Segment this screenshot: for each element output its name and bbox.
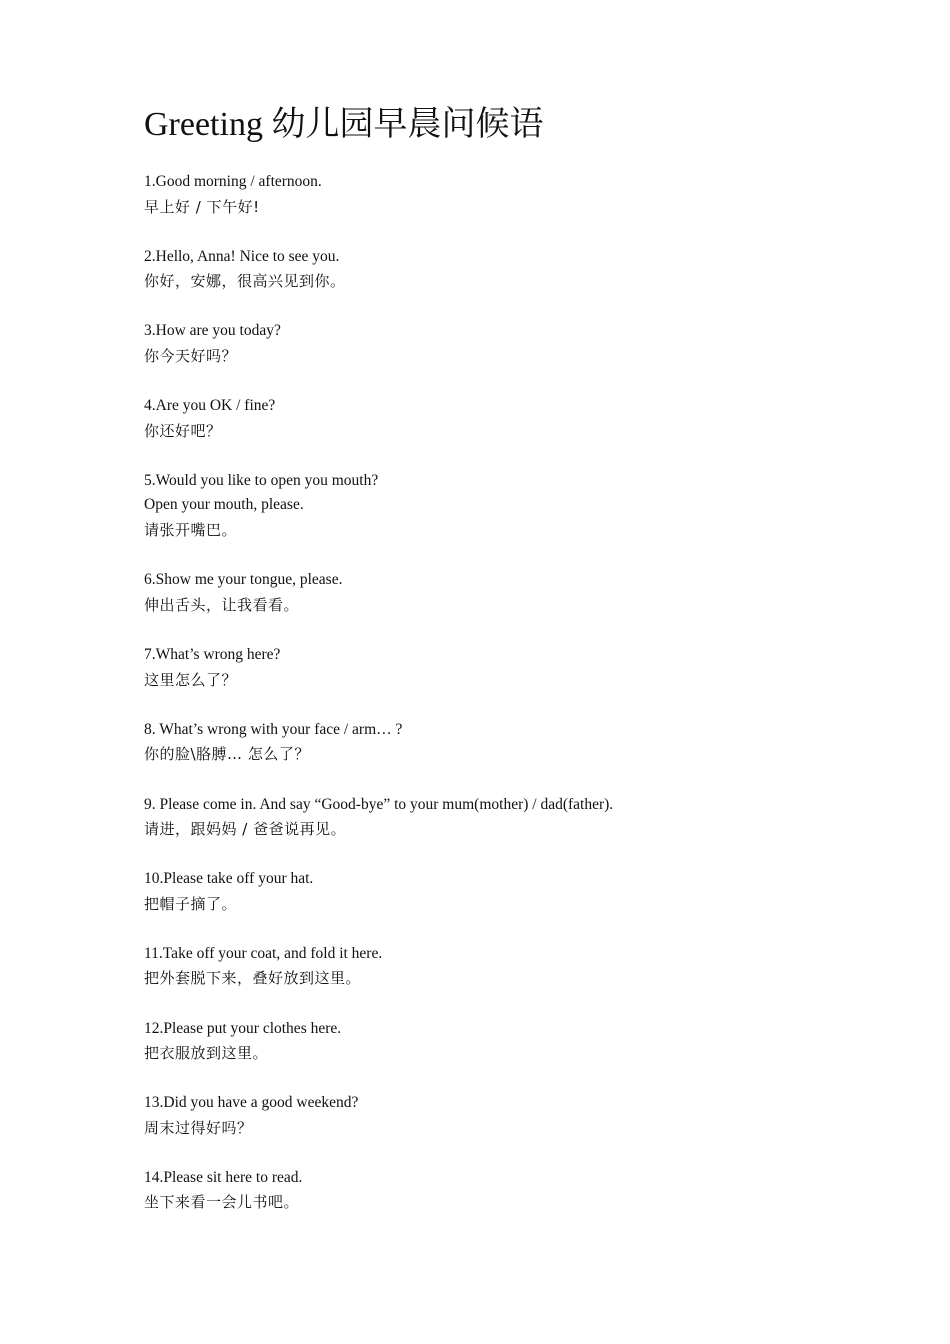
entry-english: 6.Show me your tongue, please. bbox=[144, 571, 343, 589]
entry-chinese: 请进，跟妈妈 / 爸爸说再见。 bbox=[144, 820, 347, 838]
entry-chinese: 这里怎么了？ bbox=[144, 670, 238, 689]
entry-14 bbox=[144, 1166, 904, 1241]
entry-english: 8. What’s wrong with your face / arm… ? bbox=[144, 720, 403, 738]
entry-english: 1.Good morning / afternoon. bbox=[144, 173, 322, 190]
entry-english: 4.Are you OK / fine? bbox=[144, 397, 276, 415]
entry-english: 5.Would you like to open you mouth? bbox=[144, 471, 379, 489]
entry-english: 3.How are you today? bbox=[144, 322, 281, 340]
entry-english: 10.Please take off your hat. bbox=[144, 870, 314, 888]
entry-chinese: 把外套脱下来，叠好放到这里。 bbox=[144, 969, 362, 988]
entry-english: 11.Take off your coat, and fold it here. bbox=[144, 944, 383, 962]
entry-chinese: 请张开嘴巴。 bbox=[144, 520, 238, 539]
document-page bbox=[144, 100, 904, 1241]
entry-8 bbox=[144, 718, 904, 793]
entry-chinese: 你的脸\胳膊… 怎么了？ bbox=[144, 745, 310, 764]
entry-chinese: 你还好吧？ bbox=[144, 421, 222, 440]
entry-6 bbox=[144, 568, 904, 643]
entry-chinese: 你好，安娜，很高兴见到你。 bbox=[144, 272, 346, 291]
entry-1 bbox=[144, 170, 904, 245]
entry-chinese: 把衣服放到这里。 bbox=[144, 1044, 269, 1063]
entry-3 bbox=[144, 319, 904, 394]
entry-chinese: 伸出舌头，让我看看。 bbox=[144, 595, 300, 614]
entry-english: 12.Please put your clothes here. bbox=[144, 1019, 342, 1037]
entry-english: 7.What’s wrong here? bbox=[144, 646, 281, 664]
entry-12 bbox=[144, 1017, 904, 1092]
entry-11 bbox=[144, 942, 904, 1017]
entry-english: 13.Did you have a good weekend? bbox=[144, 1094, 359, 1112]
entry-9 bbox=[144, 793, 904, 868]
entry-7 bbox=[144, 643, 904, 718]
entry-5 bbox=[144, 469, 904, 569]
entry-english: 2.Hello, Anna! Nice to see you. bbox=[144, 247, 340, 265]
entry-chinese: 早上好 / 下午好! bbox=[144, 197, 260, 216]
entry-english: 14.Please sit here to read. bbox=[144, 1168, 303, 1186]
entry-4 bbox=[144, 394, 904, 469]
entry-english-second-line: Open your mouth, please. bbox=[144, 496, 304, 514]
page-title: Greeting 幼儿园早晨问候语 bbox=[144, 106, 544, 143]
entry-chinese: 把帽子摘了。 bbox=[144, 894, 238, 913]
entry-10 bbox=[144, 867, 904, 942]
entry-chinese: 坐下来看一会儿书吧。 bbox=[144, 1193, 300, 1212]
entry-chinese: 周末过得好吗？ bbox=[144, 1118, 253, 1137]
entry-chinese: 你今天好吗？ bbox=[144, 346, 238, 365]
entry-english: 9. Please come in. And say “Good-bye” to your mum(mother) / dad(father). bbox=[144, 795, 614, 813]
entry-13 bbox=[144, 1091, 904, 1166]
entry-2 bbox=[144, 245, 904, 320]
